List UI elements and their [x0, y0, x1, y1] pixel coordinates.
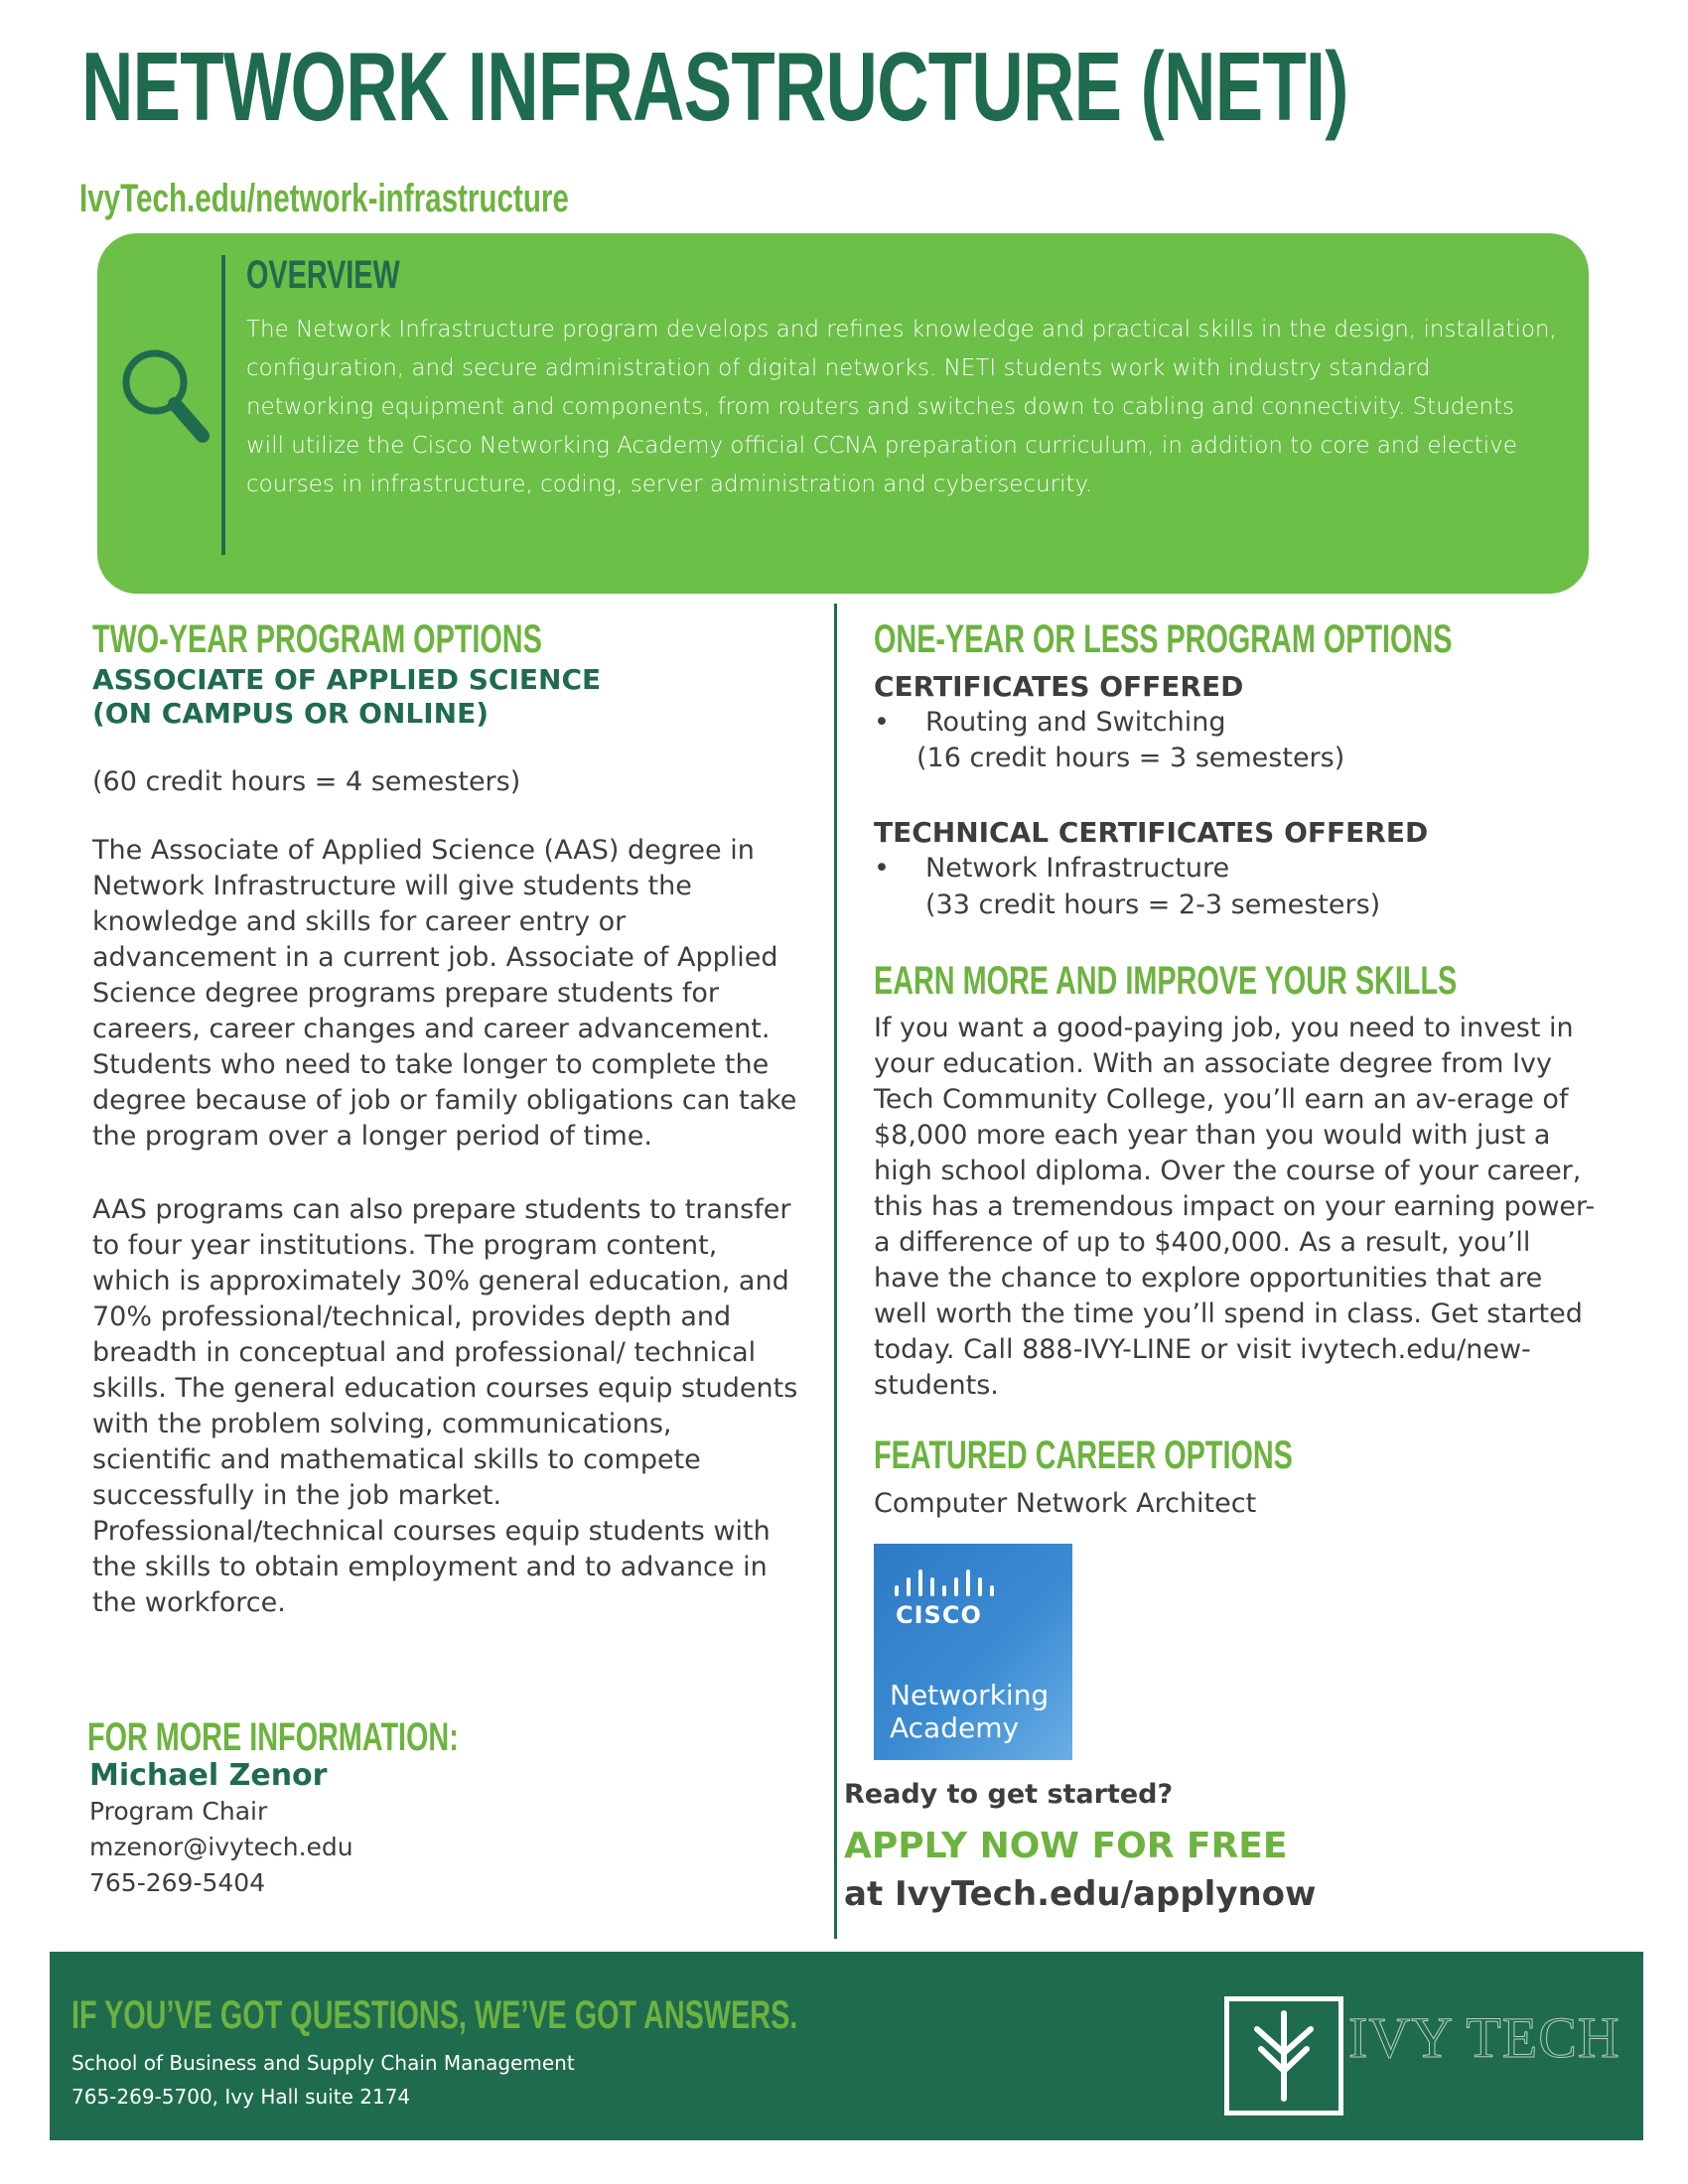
- earn-more-text: If you want a good-paying job, you need to invest in your education. With an associate degree from Ivy Tech Community College, you’ll earn an av-erage of $8,000 more each year than you would with just a high school diploma. Over the course of your career, this has a tremendous impact on your earning power-a difference of up to $400,000. As a result, you’ll have the chance to explore opportunities that are well worth the time you’ll spend in class. Get started today. Call 888-IVY-LINE or visit ivytech.edu/new-students.: [874, 1013, 1596, 1401]
- technical-certificates-heading: TECHNICAL CERTIFICATES OFFERED: [874, 816, 1429, 849]
- earn-more-heading: EARN MORE AND IMPROVE YOUR SKILLS: [874, 959, 1458, 1003]
- apply-now-link[interactable]: APPLY NOW FOR FREE: [844, 1826, 1288, 1866]
- ivy-tech-logo-mark: [1224, 1996, 1343, 2116]
- two-year-heading: TWO-YEAR PROGRAM OPTIONS: [92, 617, 542, 661]
- aas-heading-line2: (ON CAMPUS OR ONLINE): [92, 697, 489, 730]
- column-divider: [834, 604, 837, 1939]
- bullet: •: [874, 853, 890, 884]
- cisco-wordmark: CISCO: [896, 1601, 982, 1629]
- program-url[interactable]: IvyTech.edu/network-infrastructure: [79, 177, 569, 220]
- certificate-item-label: Routing and Switching: [925, 707, 1226, 738]
- footer: [50, 1952, 1643, 2140]
- ivy-tech-wordmark: IVY TECH: [1348, 2005, 1620, 2070]
- ivy-tech-subtitle: COMMUNITY COLLEGE: [1351, 2073, 1599, 2097]
- contact-title: Program Chair: [89, 1797, 268, 1826]
- career-heading: FEATURED CAREER OPTIONS: [874, 1433, 1293, 1477]
- aas-heading-line1: ASSOCIATE OF APPLIED SCIENCE: [92, 663, 602, 696]
- contact-phone[interactable]: 765-269-5404: [89, 1868, 266, 1897]
- footer-school: School of Business and Supply Chain Management: [71, 2051, 575, 2075]
- more-info-heading: FOR MORE INFORMATION:: [87, 1715, 459, 1759]
- footer-heading: IF YOU’VE GOT QUESTIONS, WE’VE GOT ANSWERS.: [71, 1993, 798, 2037]
- contact-email[interactable]: mzenor@ivytech.edu: [89, 1833, 353, 1861]
- bullet: •: [874, 707, 890, 738]
- aas-paragraph-2: AAS programs can also prepare students to transfer to four year institutions. The program content, which is approximately 30% general education, and 70% professional/technical, provides depth and breadth in conceptual and professional/ technical skills. The general education courses equip students with the problem solving, communications, scientific and mathematical skills to compete successfully in the job market. Professional/technical courses equip students with the skills to obtain employment and to advance in the workforce.: [92, 1194, 798, 1618]
- certificates-heading: CERTIFICATES OFFERED: [874, 670, 1244, 703]
- ready-text: Ready to get started?: [844, 1779, 1174, 1810]
- ivy-leaf-icon: [1229, 2001, 1338, 2111]
- aas-credits: (60 credit hours = 4 semesters): [92, 766, 521, 797]
- apply-url[interactable]: at IvyTech.edu/applynow: [844, 1874, 1317, 1914]
- overview-rule: [221, 255, 225, 555]
- technical-certificate-credits: (33 credit hours = 2-3 semesters): [925, 889, 1381, 920]
- cisco-networking-academy-logo: [874, 1544, 1072, 1760]
- technical-certificate-label: Network Infrastructure: [925, 853, 1230, 884]
- cisco-bars-icon: [892, 1570, 1001, 1599]
- cisco-line-1: Networking: [890, 1679, 1050, 1711]
- overview-text: The Network Infrastructure program develops and refines knowledge and practical skills in the design, installation, configuration, and secure administration of digital networks. NETI students work with industry standard networking equipment and components, from routers and switches down to cabling and connectivity. Students will utilize the Cisco Networking Academy official CCNA preparation curriculum, in addition to core and elective courses in infrastructure, coding, server administration and cybersecurity.: [246, 317, 1557, 497]
- certificate-item: [874, 705, 1370, 741]
- page-title: NETWORK INFRASTRUCTURE (NETI): [81, 32, 1348, 141]
- footer-contact: 765-269-5700, Ivy Hall suite 2174: [71, 2085, 411, 2109]
- aas-paragraph-1: The Associate of Applied Science (AAS) degree in Network Infrastructure will give students the knowledge and skills for career entry or advancement in a current job. Associate of Applied Science degree programs prepare students for careers, career changes and career advancement. Students who need to take longer to complete the degree because of job or family obligations can take the program over a longer period of time.: [92, 835, 797, 1152]
- overview-heading: OVERVIEW: [246, 253, 400, 297]
- cisco-academy-text: [890, 1679, 1049, 1744]
- magnifier-icon: [115, 342, 214, 452]
- contact-name: Michael Zenor: [89, 1758, 328, 1793]
- cisco-line-2: Academy: [890, 1711, 1020, 1744]
- overview-panel: [97, 233, 1589, 594]
- certificate-credits: (16 credit hours = 3 semesters): [916, 743, 1345, 773]
- one-year-heading: ONE-YEAR OR LESS PROGRAM OPTIONS: [874, 617, 1453, 661]
- technical-certificate-item: [874, 851, 1370, 887]
- career-item: Computer Network Architect: [874, 1488, 1257, 1519]
